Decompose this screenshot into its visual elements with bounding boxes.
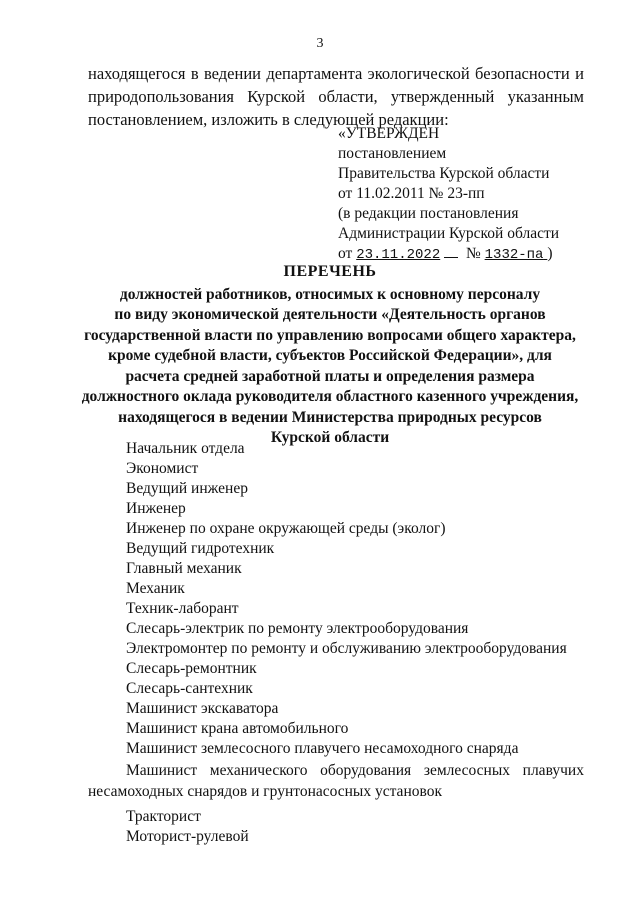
list-item: Ведущий инженер (126, 480, 248, 497)
wrapped-line-1 (88, 760, 584, 781)
intro-word: и (575, 64, 584, 83)
intro-line-2 (88, 85, 584, 108)
list-item: Электромонтер по ремонту и обслуживанию электрооборудования (126, 640, 567, 657)
approval-date: 23.11.2022 (356, 247, 441, 263)
approval-line: «УТВЕРЖДЕН (338, 125, 440, 142)
list-item: Экономист (126, 460, 199, 477)
wrapped-word: плавучих (522, 762, 584, 779)
list-item: Техник-лаборант (126, 600, 239, 617)
list-heading (60, 262, 600, 449)
list-item: Механик (126, 580, 185, 597)
list-item: Слесарь-ремонтник (126, 660, 257, 677)
intro-word: Курской (247, 87, 306, 106)
list-item: Машинист крана автомобильного (126, 720, 349, 737)
list-item: Машинист экскаватора (126, 700, 279, 717)
heading-line: расчета средней заработной платы и определения размера (125, 367, 535, 385)
list-title: ПЕРЕЧЕНЬ (283, 263, 377, 280)
list-item: Главный механик (126, 560, 242, 577)
approval-line: постановлением (338, 145, 447, 162)
heading-line: кроме судебной власти, субъектов Российской Федерации», для (108, 347, 552, 364)
wrapped-word: землесосных (423, 762, 510, 779)
wrapped-line-2: несамоходных снарядов и грунтонасосных установок (88, 783, 442, 800)
heading-line: должностного оклада руководителя областного казенного учреждения, (81, 388, 579, 405)
list-item: Ведущий гидротехник (126, 540, 275, 557)
list-item: Тракторист (126, 808, 201, 825)
intro-word: природопользования (88, 87, 235, 106)
intro-paragraph (88, 62, 584, 131)
intro-word: департамента (266, 64, 363, 83)
approval-line: Правительства Курской области (338, 165, 550, 182)
list-item: Инженер (126, 500, 186, 517)
approval-stamp (338, 124, 598, 265)
approval-number-label: № (465, 245, 481, 262)
heading-line: находящегося в ведении Министерства природных ресурсов (118, 408, 542, 426)
wrapped-word: оборудования (320, 762, 412, 779)
list-item: Инженер по охране окружающей среды (эколог) (126, 520, 446, 537)
heading-line: должностей работников, относимых к основному персоналу (119, 285, 541, 303)
approval-date-prefix: от (338, 245, 353, 262)
heading-line: по виду экономической деятельности «Деятельность органов (114, 306, 546, 323)
intro-word: находящегося (88, 64, 186, 83)
approval-number: 1332-па (484, 247, 544, 263)
heading-line: Курской области (270, 429, 390, 446)
intro-line-1 (88, 62, 584, 85)
wrapped-word: Машинист (126, 762, 198, 779)
intro-word: в (190, 64, 199, 83)
intro-word: указанным (507, 87, 584, 106)
approval-close: ) (547, 245, 553, 262)
approval-line: (в редакции постановления (338, 205, 519, 222)
list-item: Моторист-рулевой (126, 828, 249, 845)
approval-line: от 11.02.2011 № 23-пп (338, 185, 485, 202)
intro-line-3: постановлением, изложить в следующей редакции: (88, 110, 449, 129)
list-item: Начальник отдела (126, 440, 245, 457)
intro-word: утвержденный (390, 87, 495, 106)
intro-word: безопасности (475, 64, 570, 83)
list-item: Слесарь-сантехник (126, 680, 253, 697)
intro-word: экологической (367, 64, 470, 83)
list-item: Слесарь-электрик по ремонту электрооборудования (126, 620, 469, 637)
approval-line: Администрации Курской области (338, 225, 560, 242)
heading-line: государственной власти по управлению вопросами общего характера, (84, 326, 576, 344)
list-item: Машинист землесосного плавучего несамоходного снаряда (126, 740, 519, 757)
intro-word: ведении (203, 64, 261, 83)
list-item-wrapped (88, 760, 584, 802)
wrapped-word: механического (209, 762, 308, 779)
intro-word: области, (318, 87, 378, 106)
page-number: 3 (316, 36, 324, 51)
